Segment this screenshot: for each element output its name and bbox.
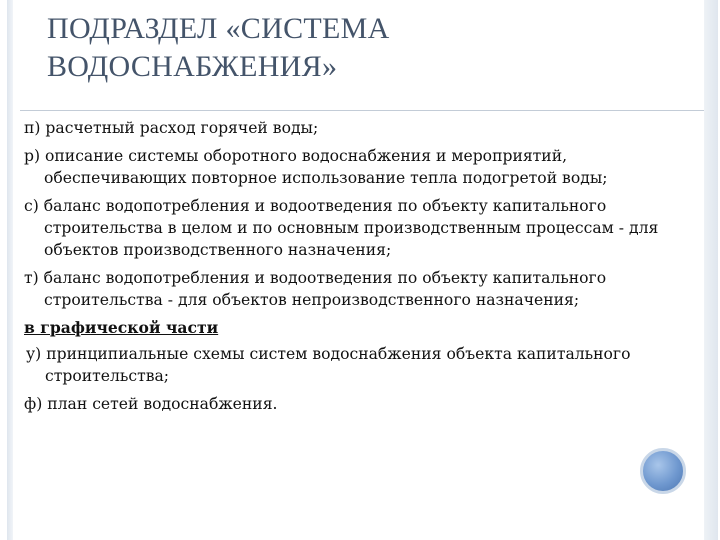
- title-divider: [20, 110, 704, 111]
- decorative-circle: [640, 448, 686, 494]
- list-item-s: с) баланс водопотребления и водоотведения по объекту капитального строительства в целом и по основным производственным процессам - для объектов производственного назначения;: [24, 197, 659, 259]
- title-line-1: ПОДРАЗДЕЛ «СИСТЕМА: [47, 12, 390, 45]
- slide-title: [47, 10, 667, 86]
- list-item-p: п) расчетный расход горячей воды;: [24, 119, 319, 137]
- graphic-part-heading: в графической части: [24, 318, 219, 337]
- list-item-r: р) описание системы оборотного водоснабжения и мероприятий, обеспечивающих повторное использование тепла подогретой воды;: [24, 147, 608, 187]
- slide-body: [24, 117, 689, 421]
- right-frame-border: [704, 0, 718, 540]
- list-item-u: у) принципиальные схемы систем водоснабжения объекта капитального строительства;: [26, 345, 631, 385]
- left-frame-border: [7, 0, 13, 540]
- list-item-t: т) баланс водопотребления и водоотведения по объекту капитального строительства - для объектов непроизводственного назначения;: [24, 269, 607, 309]
- title-line-2: ВОДОСНАБЖЕНИЯ»: [47, 50, 338, 83]
- list-item-f: ф) план сетей водоснабжения.: [24, 395, 278, 413]
